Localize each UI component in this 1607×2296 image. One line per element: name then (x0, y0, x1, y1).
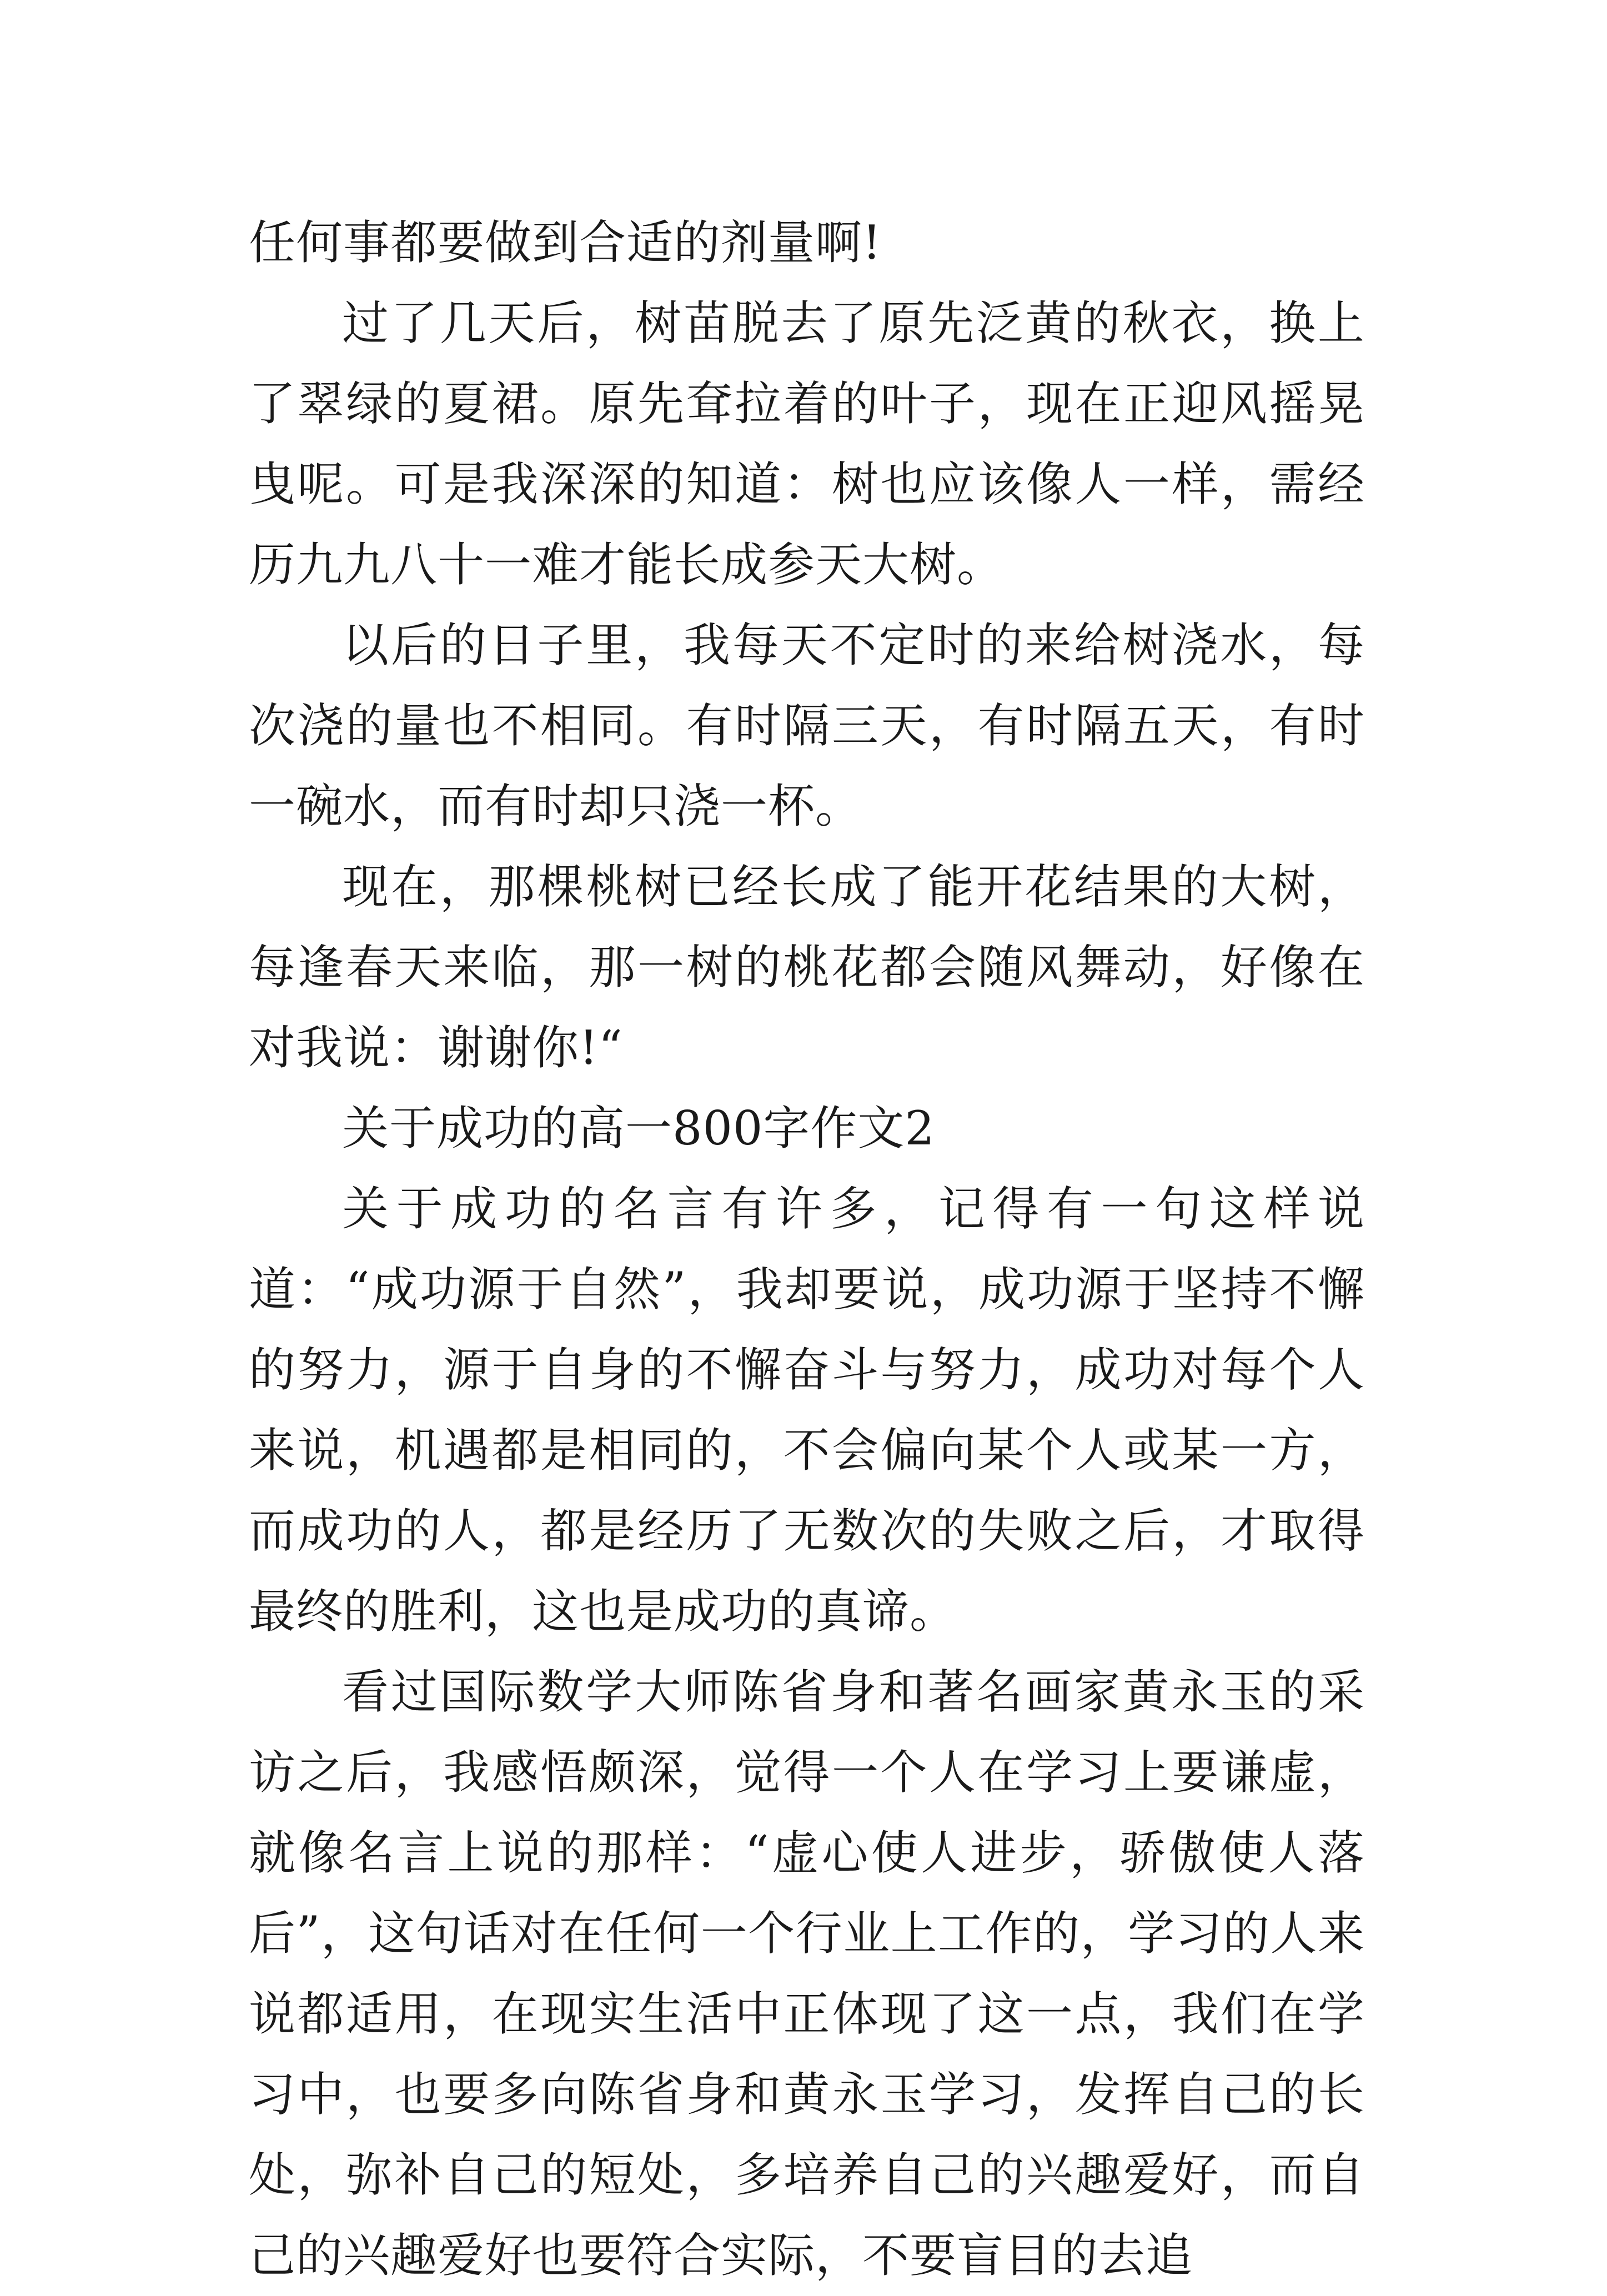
paragraph-1: 任何事都要做到合适的剂量啊! (249, 215, 882, 270)
essay-body (249, 203, 1365, 2296)
essay-heading: 关于成功的高一800字作文2 (342, 1101, 935, 1155)
paragraph-4: 现在，那棵桃树已经长成了能开花结果的大树，每逢春天来临，那一树的桃花都会随风舞动，好像在对我说：谢谢你!“ (249, 860, 1365, 1075)
paragraph-3: 以后的日子里，我每天不定时的来给树浇水，每次浇的量也不相同。有时隔三天，有时隔五天，有时一碗水，而有时却只浇一杯。 (249, 618, 1365, 833)
paragraph-2: 过了几天后，树苗脱去了原先泛黄的秋衣，换上了翠绿的夏裙。原先耷拉着的叶子，现在正迎风摇晃曳呢。可是我深深的知道：树也应该像人一样，需经历九九八十一难才能长成参天大树。 (249, 296, 1365, 592)
paragraph-6: 看过国际数学大师陈省身和著名画家黄永玉的采访之后，我感悟颇深，觉得一个人在学习上要谦虚，就像名言上说的那样：“虚心使人进步，骄傲使人落后”，这句话对在任何一个行业上工作的，学习的人来说都适用，在现实生活中正体现了这一点，我们在学习中，也要多向陈省身和黄永玉学习，发挥自己的长处，弥补自己的短处，多培养自己的兴趣爱好，而自己的兴趣爱好也要符合实际，不要盲目的去追 (249, 1665, 1365, 2283)
paragraph-5: 关于成功的名言有许多，记得有一句这样说道：“成功源于自然”，我却要说，成功源于坚持不懈的努力，源于自身的不懈奋斗与努力，成功对每个人来说，机遇都是相同的，不会偏向某个人或某一方，而成功的人，都是经历了无数次的失败之后，才取得最终的胜利，这也是成功的真谛。 (249, 1182, 1365, 1639)
